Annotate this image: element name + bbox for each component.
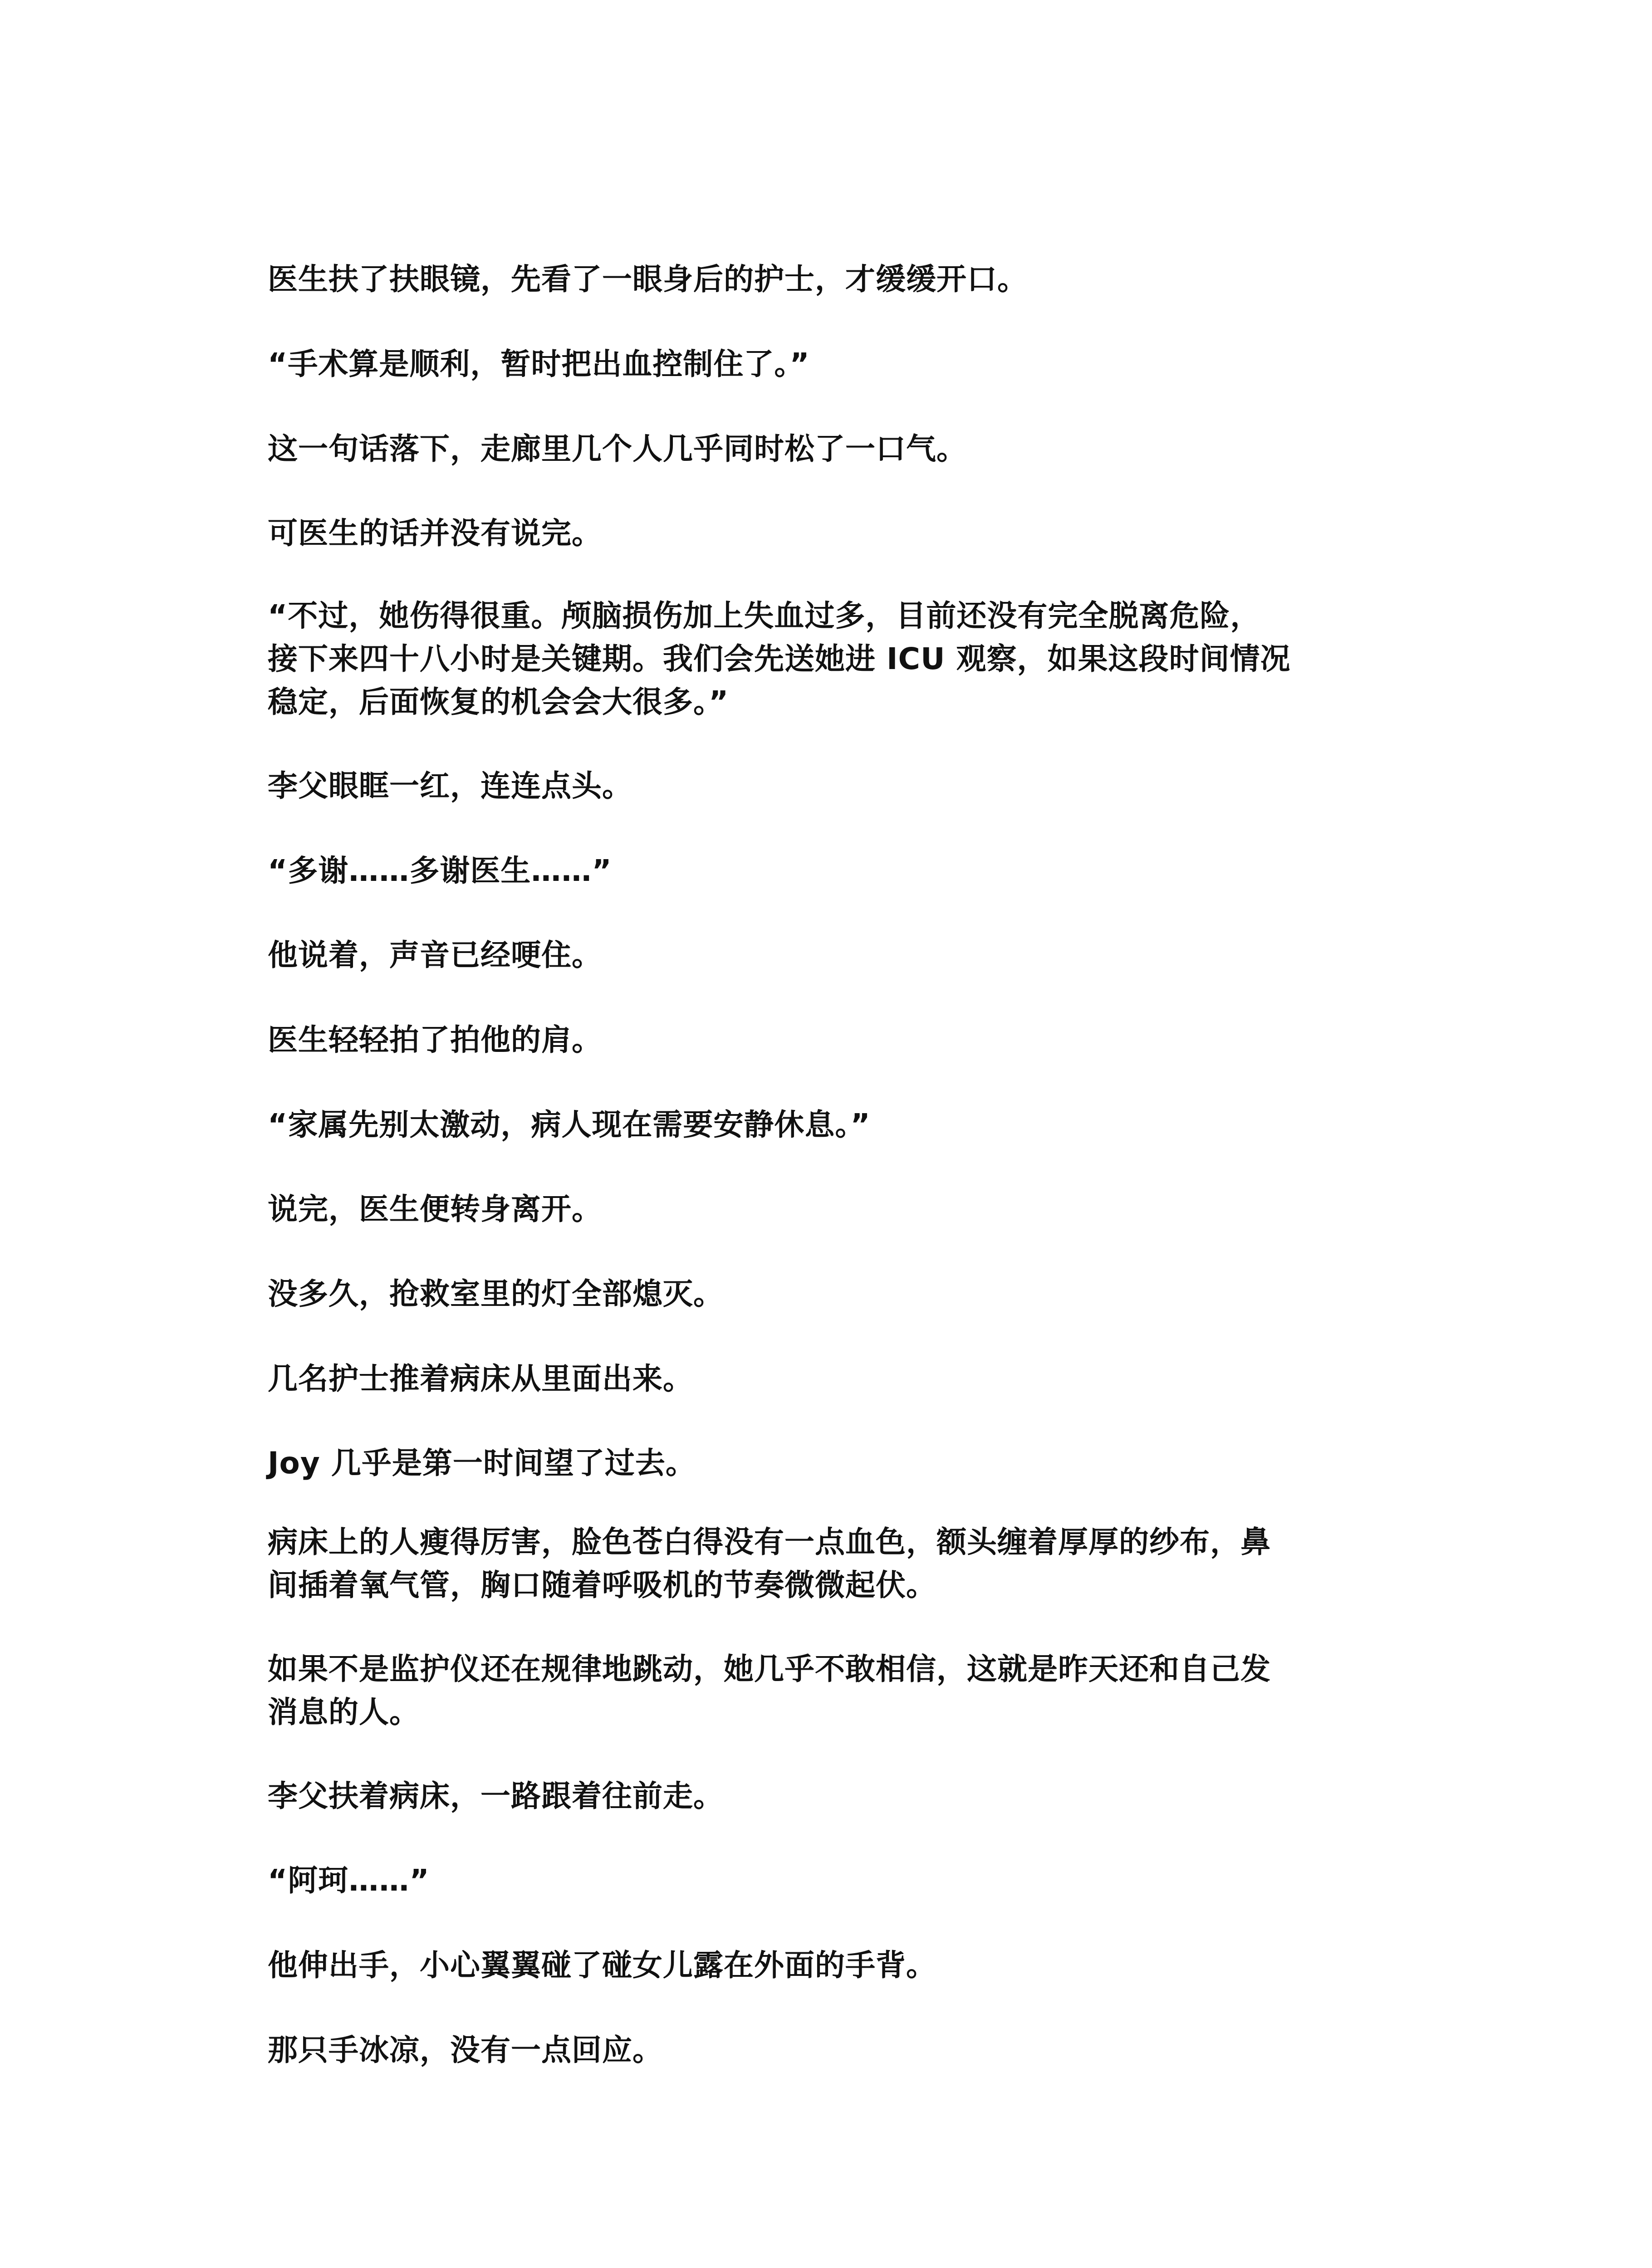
paragraph-1: 医生扶了扶眼镜，先看了一眼身后的护士，才缓缓开口。 — [268, 262, 1028, 297]
paragraph-6: 李父眼眶一红，连连点头。 — [268, 768, 632, 803]
paragraph-10: “家属先别太激动，病人现在需要安静休息。” — [268, 1107, 871, 1142]
paragraph-14: Joy 几乎是第一时间望了过去。 — [268, 1446, 696, 1481]
paragraph-4: 可医生的话并没有说完。 — [268, 516, 602, 551]
paragraph-7: “多谢……多谢医生……” — [268, 853, 612, 888]
paragraph-20: 那只手冰凉，没有一点回应。 — [268, 2033, 663, 2068]
paragraph-9: 医生轻轻拍了拍他的肩。 — [268, 1022, 602, 1057]
paragraph-19: 他伸出手，小心翼翼碰了碰女儿露在外面的手背。 — [268, 1948, 936, 1983]
paragraph-15: 病床上的人瘦得厉害，脸色苍白得没有一点血色，额头缠着厚厚的纱布，鼻 间插着氧气管，胸口随着呼吸机的节奏微微起伏。 — [268, 1525, 1271, 1603]
paragraph-2: “手术算是顺利，暂时把出血控制住了。” — [268, 347, 810, 381]
paragraph-8: 他说着，声音已经哽住。 — [268, 938, 602, 973]
paragraph-18: “阿珂……” — [268, 1863, 430, 1898]
paragraph-17: 李父扶着病床，一路跟着往前走。 — [268, 1779, 724, 1813]
paragraph-16: 如果不是监护仪还在规律地跳动，她几乎不敢相信，这就是昨天还和自己发 消息的人。 — [268, 1652, 1271, 1730]
paragraph-11: 说完，医生便转身离开。 — [268, 1192, 602, 1227]
paragraph-13: 几名护士推着病床从里面出来。 — [268, 1361, 693, 1396]
paragraph-5: “不过，她伤得很重。颅脑损伤加上失血过多，目前还没有完全脱离危险， 接下来四十八小时是关键期。我们会先送她进 ICU 观察，如果这段时间情况 稳定，后面恢复的机会会大很多。” — [268, 598, 1291, 719]
paragraph-12: 没多久，抢救室里的灯全部熄灭。 — [268, 1276, 724, 1311]
paragraph-3: 这一句话落下，走廊里几个人几乎同时松了一口气。 — [268, 431, 967, 466]
